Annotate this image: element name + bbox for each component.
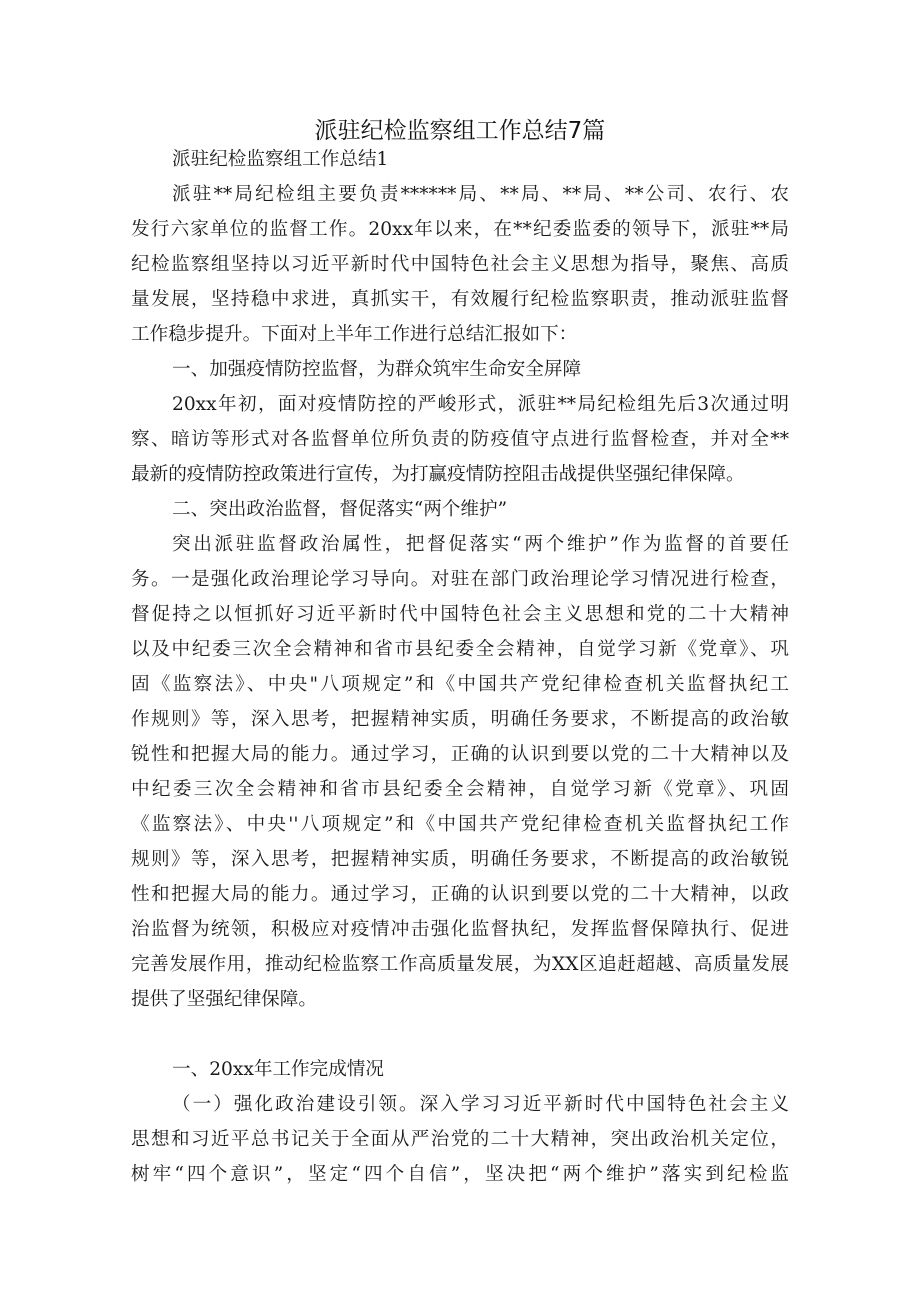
- para3-line: 《监察法》、中央''八项规定”和《中国共产党纪律检查机关监督执纪工作: [131, 814, 789, 835]
- para1-line: 量发展，坚持稳中求进，真抓实干，有效履行纪检监察职责，推动派驻监督: [131, 289, 789, 310]
- para3-line: 作规则》等，深入思考，把握精神实质，明确任务要求，不断提高的政治敏: [131, 709, 789, 730]
- para3-line: 治监督为统领，积极应对疫情冲击强化监督执纪，发挥监督保障执行、促进: [131, 919, 789, 940]
- para2-line: 最新的疫情防控政策进行宣传，为打赢疫情防控阻击战提供坚强纪律保障。: [131, 464, 745, 485]
- section-heading: 二、突出政治监督，督促落实“两个维护”: [172, 499, 508, 520]
- para3-line: 锐性和把握大局的能力。通过学习，正确的认识到要以党的二十大精神以及: [131, 744, 789, 765]
- para3-line: 完善发展作用，推动纪检监察工作高质量发展，为XX区追赶超越、高质量发展: [131, 954, 789, 975]
- para4-line: 树牢“四个意识”，坚定“四个自信”，坚决把“两个维护”落实到纪检监: [131, 1164, 789, 1185]
- para3-line: 督促持之以恒抓好习近平新时代中国特色社会主义思想和党的二十大精神: [131, 604, 789, 625]
- para4-line: 思想和习近平总书记关于全面从严治党的二十大精神，突出政治机关定位，: [131, 1129, 789, 1150]
- para4-line: （一）强化政治建设引领。深入学习习近平新时代中国特色社会主义: [172, 1094, 789, 1115]
- para1-line: 派驻**局纪检组主要负责******局、**局、**局、**公司、农行、农: [172, 184, 789, 205]
- document-title: 派驻纪检监察组工作总结7篇: [314, 118, 606, 144]
- para1-line: 纪检监察组坚持以习近平新时代中国特色社会主义思想为指导，聚焦、高质: [131, 254, 789, 275]
- para3-line: 规则》等，深入思考，把握精神实质，明确任务要求，不断提高的政治敏锐: [131, 849, 789, 870]
- para3-line: 中纪委三次全会精神和省市县纪委全会精神，自觉学习新《党章》、巩固: [131, 779, 789, 800]
- para3-line: 以及中纪委三次全会精神和省市县纪委全会精神，自觉学习新《党章》、巩: [131, 639, 789, 660]
- section-heading: 一、20xx年工作完成情况: [172, 1059, 384, 1080]
- para3-line: 务。一是强化政治理论学习导向。对驻在部门政治理论学习情况进行检查，: [131, 569, 789, 590]
- para3-line: 固《监察法》、中央"八项规定”和《中国共产党纪律检查机关监督执纪工: [131, 674, 789, 695]
- para2-line: 20xx年初，面对疫情防控的严峻形式，派驻**局纪检组先后3次通过明: [172, 394, 789, 415]
- para3-line: 提供了坚强纪律保障。: [131, 989, 317, 1010]
- para3-line: 性和把握大局的能力。通过学习，正确的认识到要以党的二十大精神，以政: [131, 884, 789, 905]
- para1-line: 工作稳步提升。下面对上半年工作进行总结汇报如下：: [131, 324, 578, 345]
- para3-line: 突出派驻监督政治属性，把督促落实“两个维护”作为监督的首要任: [172, 534, 789, 555]
- para2-line: 察、暗访等形式对各监督单位所负责的防疫值守点进行监督检查，并对全**: [131, 429, 789, 450]
- para1-line: 发行六家单位的监督工作。20xx年以来，在**纪委监委的领导下，派驻**局: [131, 219, 789, 240]
- subtitle: 派驻纪检监察组工作总结1: [172, 149, 389, 170]
- section-heading: 一、加强疫情防控监督，为群众筑牢生命安全屏障: [172, 359, 582, 380]
